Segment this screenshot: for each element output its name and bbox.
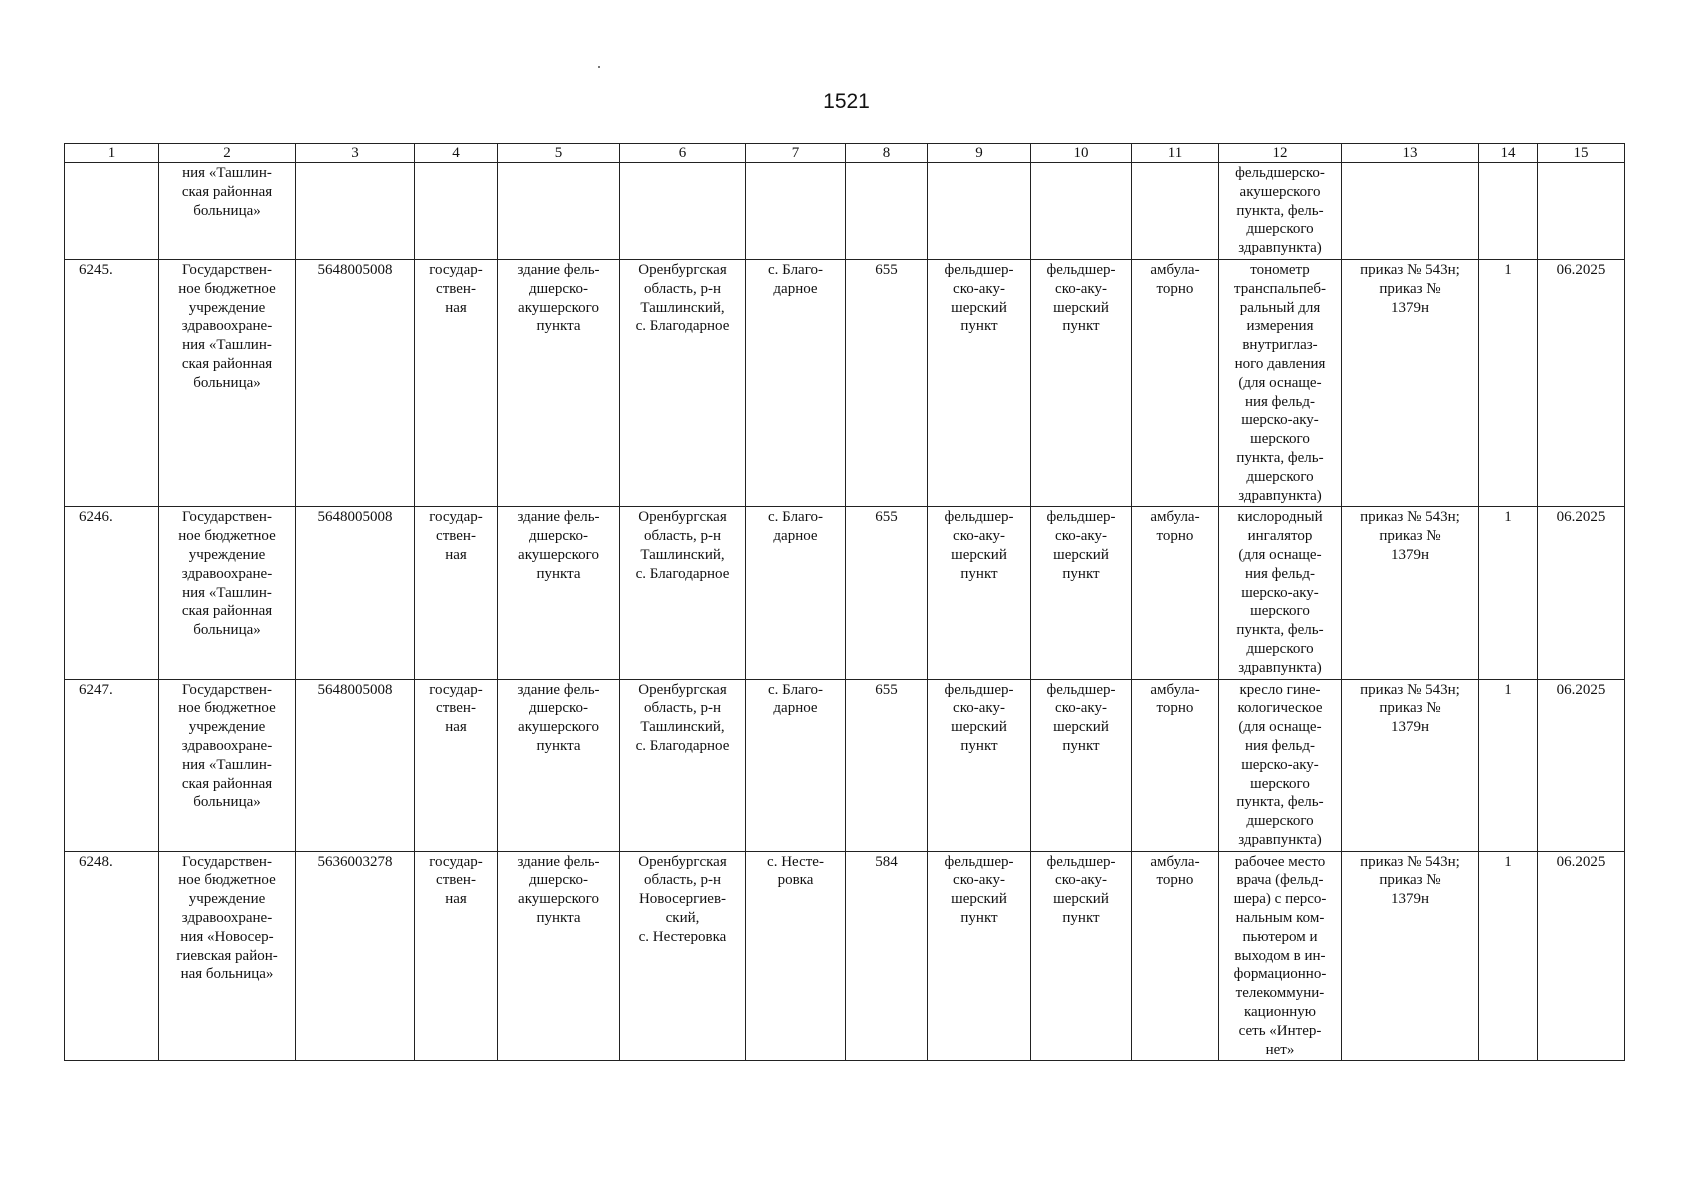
- cell-settlement: с. Несте- ровка: [746, 851, 846, 1061]
- col-header-13: 13: [1342, 144, 1479, 163]
- cell-address: Оренбургская область, р-н Ташлинский, с. Благодарное: [620, 507, 746, 679]
- cell-ownership: государ- ствен- ная: [415, 507, 498, 679]
- cell-inn: 5648005008: [296, 507, 415, 679]
- cell-org: Государствен- ное бюджетное учреждение здравоохране- ния «Ташлин- ская районная больница»: [159, 679, 296, 851]
- cell-population: 655: [846, 259, 928, 506]
- cell-order: приказ № 543н; приказ № 1379н: [1342, 679, 1479, 851]
- cell-care: амбула- торно: [1132, 851, 1219, 1061]
- cell-building: [498, 163, 620, 260]
- cell-care: [1132, 163, 1219, 260]
- cell-care: амбула- торно: [1132, 507, 1219, 679]
- col-header-11: 11: [1132, 144, 1219, 163]
- col-header-6: 6: [620, 144, 746, 163]
- cell-settlement: с. Благо- дарное: [746, 679, 846, 851]
- column-number-row: [65, 144, 1625, 163]
- cell-inn: 5648005008: [296, 679, 415, 851]
- cell-population: 584: [846, 851, 928, 1061]
- col-header-2: 2: [159, 144, 296, 163]
- col-header-12: 12: [1219, 144, 1342, 163]
- cell-qty: 1: [1479, 259, 1538, 506]
- cell-date: [1538, 163, 1625, 260]
- cell-order: приказ № 543н; приказ № 1379н: [1342, 507, 1479, 679]
- cell-population: [846, 163, 928, 260]
- cell-care: амбула- торно: [1132, 259, 1219, 506]
- cell-order: приказ № 543н; приказ № 1379н: [1342, 259, 1479, 506]
- cell-qty: 1: [1479, 507, 1538, 679]
- cell-settlement: [746, 163, 846, 260]
- cell-ownership: государ- ствен- ная: [415, 259, 498, 506]
- cell-address: Оренбургская область, р-н Ташлинский, с. Благодарное: [620, 679, 746, 851]
- cell-type1: фельдшер- ско-аку- шерский пункт: [928, 507, 1031, 679]
- cell-type2: фельдшер- ско-аку- шерский пункт: [1031, 507, 1132, 679]
- col-header-10: 10: [1031, 144, 1132, 163]
- table-row: [65, 507, 1625, 679]
- col-header-14: 14: [1479, 144, 1538, 163]
- col-header-15: 15: [1538, 144, 1625, 163]
- col-header-3: 3: [296, 144, 415, 163]
- cell-num: 6246.: [65, 507, 159, 679]
- cell-qty: [1479, 163, 1538, 260]
- cell-care: амбула- торно: [1132, 679, 1219, 851]
- col-header-4: 4: [415, 144, 498, 163]
- cell-ownership: [415, 163, 498, 260]
- cell-type2: фельдшер- ско-аку- шерский пункт: [1031, 259, 1132, 506]
- cell-equipment: тонометр транспальпеб- ральный для измерения внутриглаз- ного давления (для оснаще- ния фельд- шерско-аку- шерского пункта, фель- дшерского здравпункта): [1219, 259, 1342, 506]
- cell-type1: [928, 163, 1031, 260]
- cell-inn: [296, 163, 415, 260]
- scan-speck: [598, 66, 600, 68]
- cell-population: 655: [846, 679, 928, 851]
- cell-date: 06.2025: [1538, 851, 1625, 1061]
- cell-building: здание фель- дшерско- акушерского пункта: [498, 679, 620, 851]
- table-row: [65, 259, 1625, 506]
- table-row: [65, 679, 1625, 851]
- table-row: [65, 851, 1625, 1061]
- cell-num: 6248.: [65, 851, 159, 1061]
- cell-population: 655: [846, 507, 928, 679]
- equipment-table: [64, 143, 1625, 1061]
- cell-num: [65, 163, 159, 260]
- page-number: 1521: [823, 90, 870, 113]
- cell-type1: фельдшер- ско-аку- шерский пункт: [928, 259, 1031, 506]
- cell-type1: фельдшер- ско-аку- шерский пункт: [928, 851, 1031, 1061]
- cell-equipment: кресло гине- кологическое (для оснаще- ния фельд- шерско-аку- шерского пункта, фель- дшерского здравпункта): [1219, 679, 1342, 851]
- cell-date: 06.2025: [1538, 507, 1625, 679]
- cell-org: ния «Ташлин- ская районная больница»: [159, 163, 296, 260]
- cell-address: Оренбургская область, р-н Новосергиев- ский, с. Нестеровка: [620, 851, 746, 1061]
- cell-type2: фельдшер- ско-аку- шерский пункт: [1031, 851, 1132, 1061]
- cell-num: 6247.: [65, 679, 159, 851]
- cell-equipment: фельдшерско- акушерского пункта, фель- дшерского здравпункта): [1219, 163, 1342, 260]
- cell-building: здание фель- дшерско- акушерского пункта: [498, 851, 620, 1061]
- cell-org: Государствен- ное бюджетное учреждение здравоохране- ния «Ташлин- ская районная больница»: [159, 259, 296, 506]
- col-header-7: 7: [746, 144, 846, 163]
- cell-type2: [1031, 163, 1132, 260]
- cell-settlement: с. Благо- дарное: [746, 507, 846, 679]
- cell-building: здание фель- дшерско- акушерского пункта: [498, 259, 620, 506]
- cell-type2: фельдшер- ско-аку- шерский пункт: [1031, 679, 1132, 851]
- cell-type1: фельдшер- ско-аку- шерский пункт: [928, 679, 1031, 851]
- cell-ownership: государ- ствен- ная: [415, 851, 498, 1061]
- col-header-8: 8: [846, 144, 928, 163]
- col-header-9: 9: [928, 144, 1031, 163]
- col-header-5: 5: [498, 144, 620, 163]
- cell-date: 06.2025: [1538, 259, 1625, 506]
- cell-equipment: рабочее место врача (фельд- шера) с персо- нальным ком- пьютером и выходом в ин- формационно- телекоммуни- кационную сеть «Интер- нет»: [1219, 851, 1342, 1061]
- cell-address: [620, 163, 746, 260]
- cell-ownership: государ- ствен- ная: [415, 679, 498, 851]
- cell-qty: 1: [1479, 851, 1538, 1061]
- cell-org: Государствен- ное бюджетное учреждение здравоохране- ния «Ташлин- ская районная больница»: [159, 507, 296, 679]
- cell-address: Оренбургская область, р-н Ташлинский, с. Благодарное: [620, 259, 746, 506]
- cell-org: Государствен- ное бюджетное учреждение здравоохране- ния «Новосер- гиевская район- ная больница»: [159, 851, 296, 1061]
- cell-building: здание фель- дшерско- акушерского пункта: [498, 507, 620, 679]
- col-header-1: 1: [65, 144, 159, 163]
- table-row-continuation: [65, 163, 1625, 260]
- cell-inn: 5636003278: [296, 851, 415, 1061]
- cell-num: 6245.: [65, 259, 159, 506]
- cell-order: приказ № 543н; приказ № 1379н: [1342, 851, 1479, 1061]
- cell-order: [1342, 163, 1479, 260]
- cell-settlement: с. Благо- дарное: [746, 259, 846, 506]
- cell-inn: 5648005008: [296, 259, 415, 506]
- cell-date: 06.2025: [1538, 679, 1625, 851]
- cell-qty: 1: [1479, 679, 1538, 851]
- cell-equipment: кислородный ингалятор (для оснаще- ния фельд- шерско-аку- шерского пункта, фель- дшерского здравпункта): [1219, 507, 1342, 679]
